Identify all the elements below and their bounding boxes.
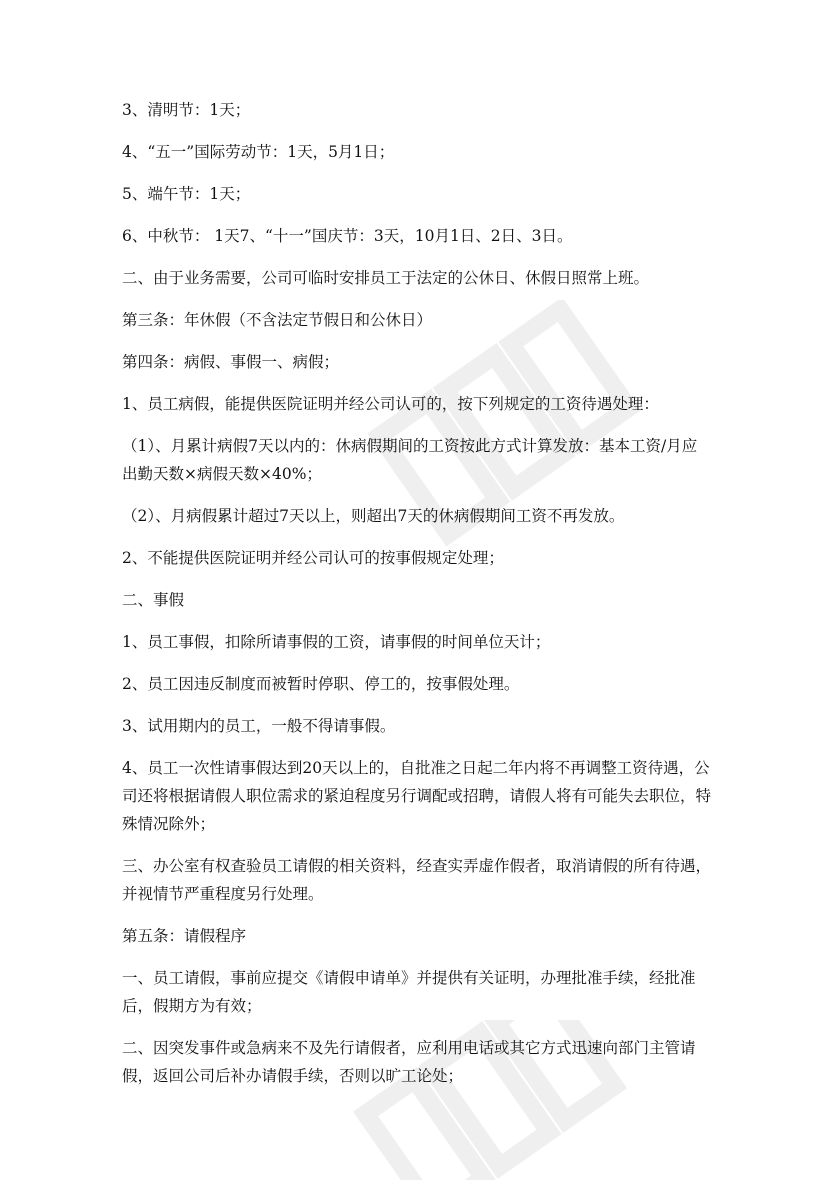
paragraph: 4、“五一”国际劳动节：1天，5月1日； [122,143,395,161]
paragraph: 二、因突发事件或急病来不及先行请假者，应利用电话或其它方式迅速向部门主管请假，返回公司后补办请假手续，否则以旷工论处； [122,1039,696,1085]
paragraph: 3、清明节：1天； [122,101,251,119]
paragraph: 第三条：年休假（不含法定节假日和公休日） [122,311,433,329]
paragraph: 6、中秋节： 1天7、“十一”国庆节：3天，10月1日、2日、3日。 [122,227,573,245]
paragraph: （2）、月病假累计超过7天以上，则超出7天的休病假期间工资不再发放。 [122,507,625,525]
paragraph: 第五条：请假程序 [122,927,247,945]
paragraph: 3、试用期内的员工，一般不得请事假。 [122,717,396,735]
document-body [122,96,712,1104]
paragraph: 4、员工一次性请事假达到20天以上的，自批准之日起二年内将不再调整工资待遇，公司还将根据请假人职位需求的紧迫程度另行调配或招聘，请假人将有可能失去职位，特殊情况除外； [122,759,712,833]
paragraph: 1、员工事假，扣除所请事假的工资，请事假的时间单位天计； [122,633,551,651]
paragraph: 2、员工因违反制度而被暂时停职、停工的，按事假处理。 [122,675,520,693]
paragraph: 第四条：病假、事假一、病假； [122,353,340,371]
paragraph: 2、不能提供医院证明并经公司认可的按事假规定处理； [122,549,504,567]
paragraph: 5、端午节：1天； [122,185,251,203]
paragraph: 三、办公室有权查验员工请假的相关资料，经查实弄虚作假者，取消请假的所有待遇，并视情节严重程度另行处理。 [122,857,712,903]
paragraph: 1、员工病假，能提供医院证明并经公司认可的，按下列规定的工资待遇处理： [122,395,659,413]
paragraph: 二、事假 [122,591,185,609]
paragraph: （1）、月累计病假7天以内的：休病假期间的工资按此方式计算发放：基本工资/月应出勤天数×病假天数×40%； [122,437,698,483]
paragraph: 二、由于业务需要，公司可临时安排员工于法定的公休日、休假日照常上班。 [122,269,650,287]
paragraph: 一、员工请假，事前应提交《请假申请单》并提供有关证明，办理批准手续，经批准后，假期方为有效； [122,969,696,1015]
